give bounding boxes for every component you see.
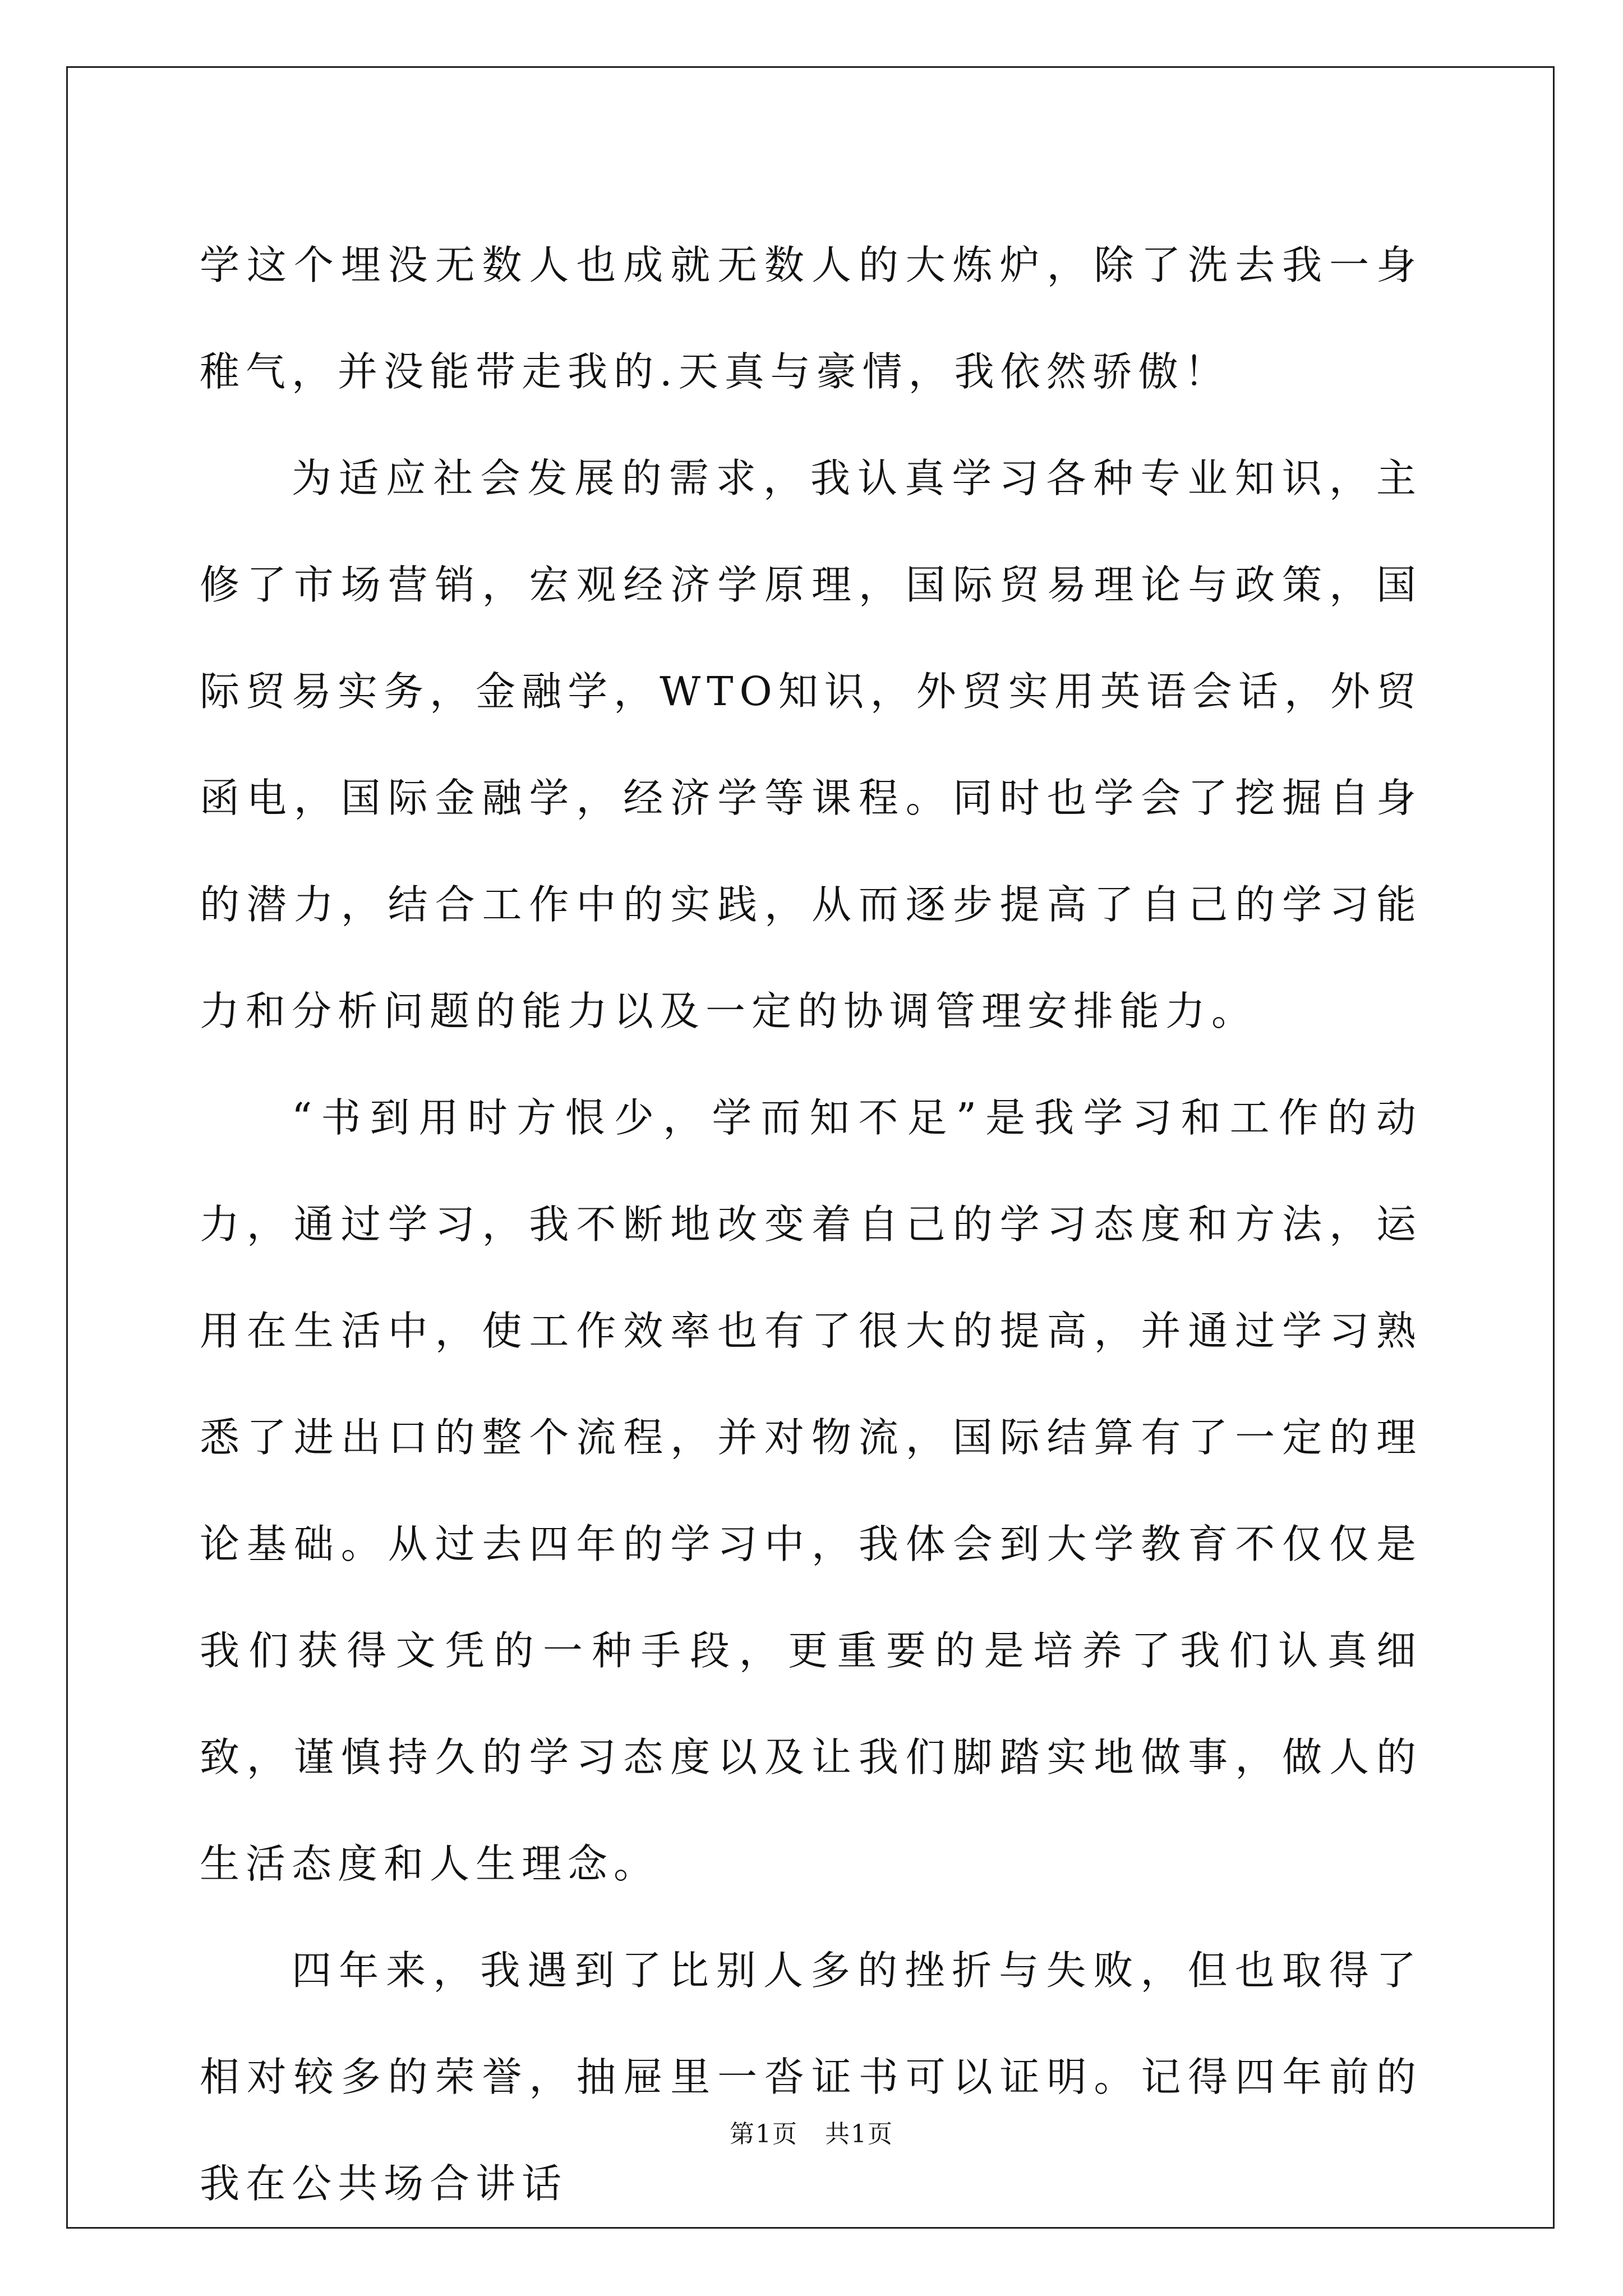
document-body [200,212,1422,2237]
paragraph-3: “书到用时方恨少，学而知不足”是我学习和工作的动力，通过学习，我不断地改变着自己的学习态度和方法，运用在生活中，使工作效率也有了很大的提高，并通过学习熟悉了进出口的整个流程，并对物流，国际结算有了一定的理论基础。从过去四年的学习中，我体会到大学教育不仅仅是我们获得文凭的一种手段，更重要的是培养了我们认真细致，谨慎持久的学习态度以及让我们脚踏实地做事，做人的生活态度和人生理念。 [200,1094,1422,1887]
paragraph-4: 四年来，我遇到了比别人多的挫折与失败，但也取得了相对较多的荣誉，抽屉里一沓证书可以证明。记得四年前的我在公共场合讲话 [200,1947,1422,2207]
page-number: 第1页 共1页 [730,2120,893,2148]
paragraph-2: 为适应社会发展的需求，我认真学习各种专业知识，主修了市场营销，宏观经济学原理，国际贸易理论与政策，国际贸易实务，金融学，WTO知识，外贸实用英语会话，外贸函电，国际金融学，经济学等课程。同时也学会了挖掘自身的潜力，结合工作中的实践，从而逐步提高了自己的学习能力和分析问题的能力以及一定的协调管理安排能力。 [200,455,1422,1034]
paragraph-1: 学这个埋没无数人也成就无数人的大炼炉，除了洗去我一身稚气，并没能带走我的.天真与豪情，我依然骄傲！ [200,242,1422,395]
page-footer [0,2118,1623,2151]
